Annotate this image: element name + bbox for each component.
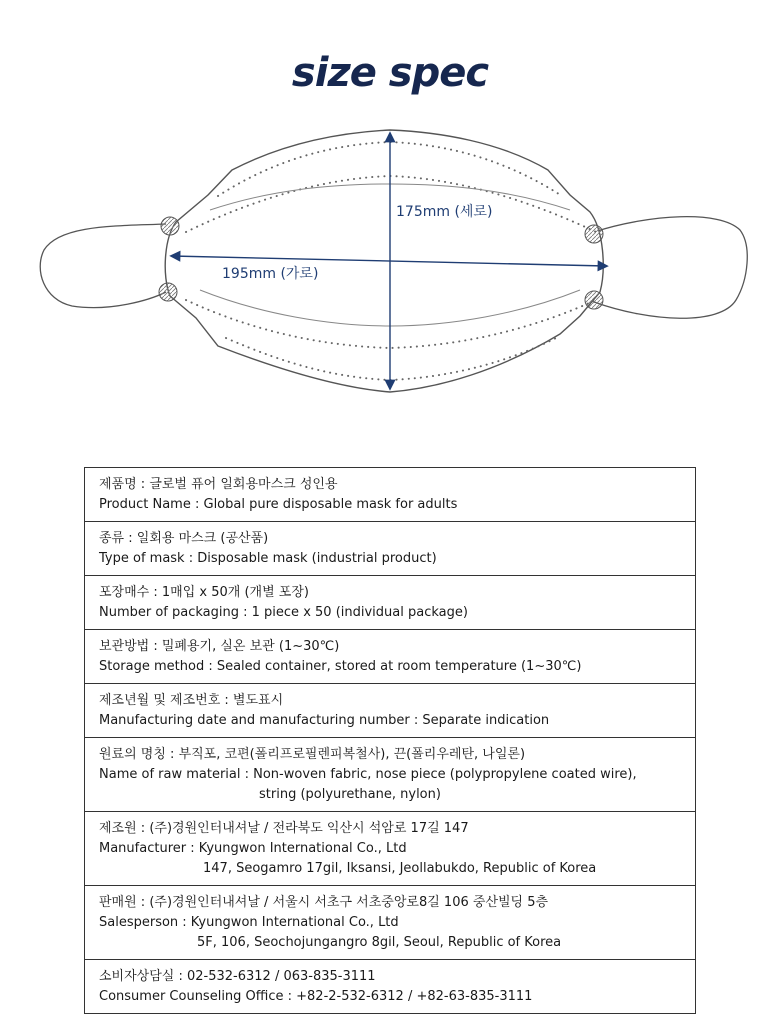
- spec-ko: 원료의 명칭 : 부직포, 코편(폴리프로필렌피복철사), 끈(폴리우레탄, 나일론): [99, 747, 526, 762]
- spec-row-manufacturer: [85, 812, 695, 886]
- spec-row-type: [85, 522, 695, 576]
- spec-en: Consumer Counseling Office : +82-2-532-6312 / +82-63-835-3111: [99, 989, 533, 1004]
- spec-en-continued: 147, Seogamro 17gil, Iksansi, Jeollabukdo, Republic of Korea: [203, 861, 597, 876]
- spec-en: Manufacturer : Kyungwon International Co., Ltd: [99, 841, 407, 856]
- spec-ko: 판매원 : (주)경원인터내셔날 / 서울시 서초구 서초중앙로8길 106 중산빌딩 5층: [99, 895, 549, 910]
- page-title: size spec: [291, 50, 489, 96]
- spec-ko: 종류 : 일회용 마스크 (공산품): [99, 531, 269, 546]
- height-label: 175mm (세로): [396, 204, 493, 220]
- spec-en: Number of packaging : 1 piece x 50 (individual package): [99, 605, 468, 620]
- mask-size-diagram: [0, 110, 780, 410]
- spec-row-manufacturing-date: [85, 684, 695, 738]
- spec-en-continued: string (polyurethane, nylon): [259, 787, 441, 802]
- spec-en: Manufacturing date and manufacturing number : Separate indication: [99, 713, 550, 728]
- spec-ko: 제조원 : (주)경원인터내셔날 / 전라북도 익산시 석암로 17길 147: [99, 821, 469, 836]
- spec-ko: 소비자상담실 : 02-532-6312 / 063-835-3111: [99, 969, 376, 984]
- spec-ko: 포장매수 : 1매입 x 50개 (개별 포장): [99, 585, 309, 600]
- spec-row-packaging: [85, 576, 695, 630]
- right-ear-loop: [594, 217, 747, 319]
- spec-ko: 제조년월 및 제조번호 : 별도표시: [99, 693, 284, 708]
- spec-ko: 보관방법 : 밀폐용기, 실온 보관 (1~30℃): [99, 639, 340, 654]
- spec-en: Storage method : Sealed container, stored at room temperature (1~30℃): [99, 659, 582, 674]
- spec-en: Salesperson : Kyungwon International Co., Ltd: [99, 915, 399, 930]
- spec-row-raw-material: [85, 738, 695, 812]
- weld-point-top-left: [161, 217, 179, 235]
- spec-table: [84, 467, 696, 1014]
- spec-row-product-name: [85, 468, 695, 522]
- width-label: 195mm (가로): [222, 266, 319, 282]
- spec-en-continued: 5F, 106, Seochojungangro 8gil, Seoul, Republic of Korea: [197, 935, 562, 950]
- spec-row-salesperson: [85, 886, 695, 960]
- spec-row-storage: [85, 630, 695, 684]
- spec-en: Product Name : Global pure disposable mask for adults: [99, 497, 458, 512]
- left-ear-loop: [40, 224, 166, 308]
- weld-point-bottom-left: [159, 283, 177, 301]
- weld-point-top-right: [585, 225, 603, 243]
- spec-en: Name of raw material : Non-woven fabric, nose piece (polypropylene coated wire),: [99, 767, 637, 782]
- spec-ko: 제품명 : 글로벌 퓨어 일회용마스크 성인용: [99, 477, 338, 492]
- spec-en: Type of mask : Disposable mask (industrial product): [99, 551, 437, 566]
- spec-row-consumer-counseling: [85, 960, 695, 1013]
- weld-point-bottom-right: [585, 291, 603, 309]
